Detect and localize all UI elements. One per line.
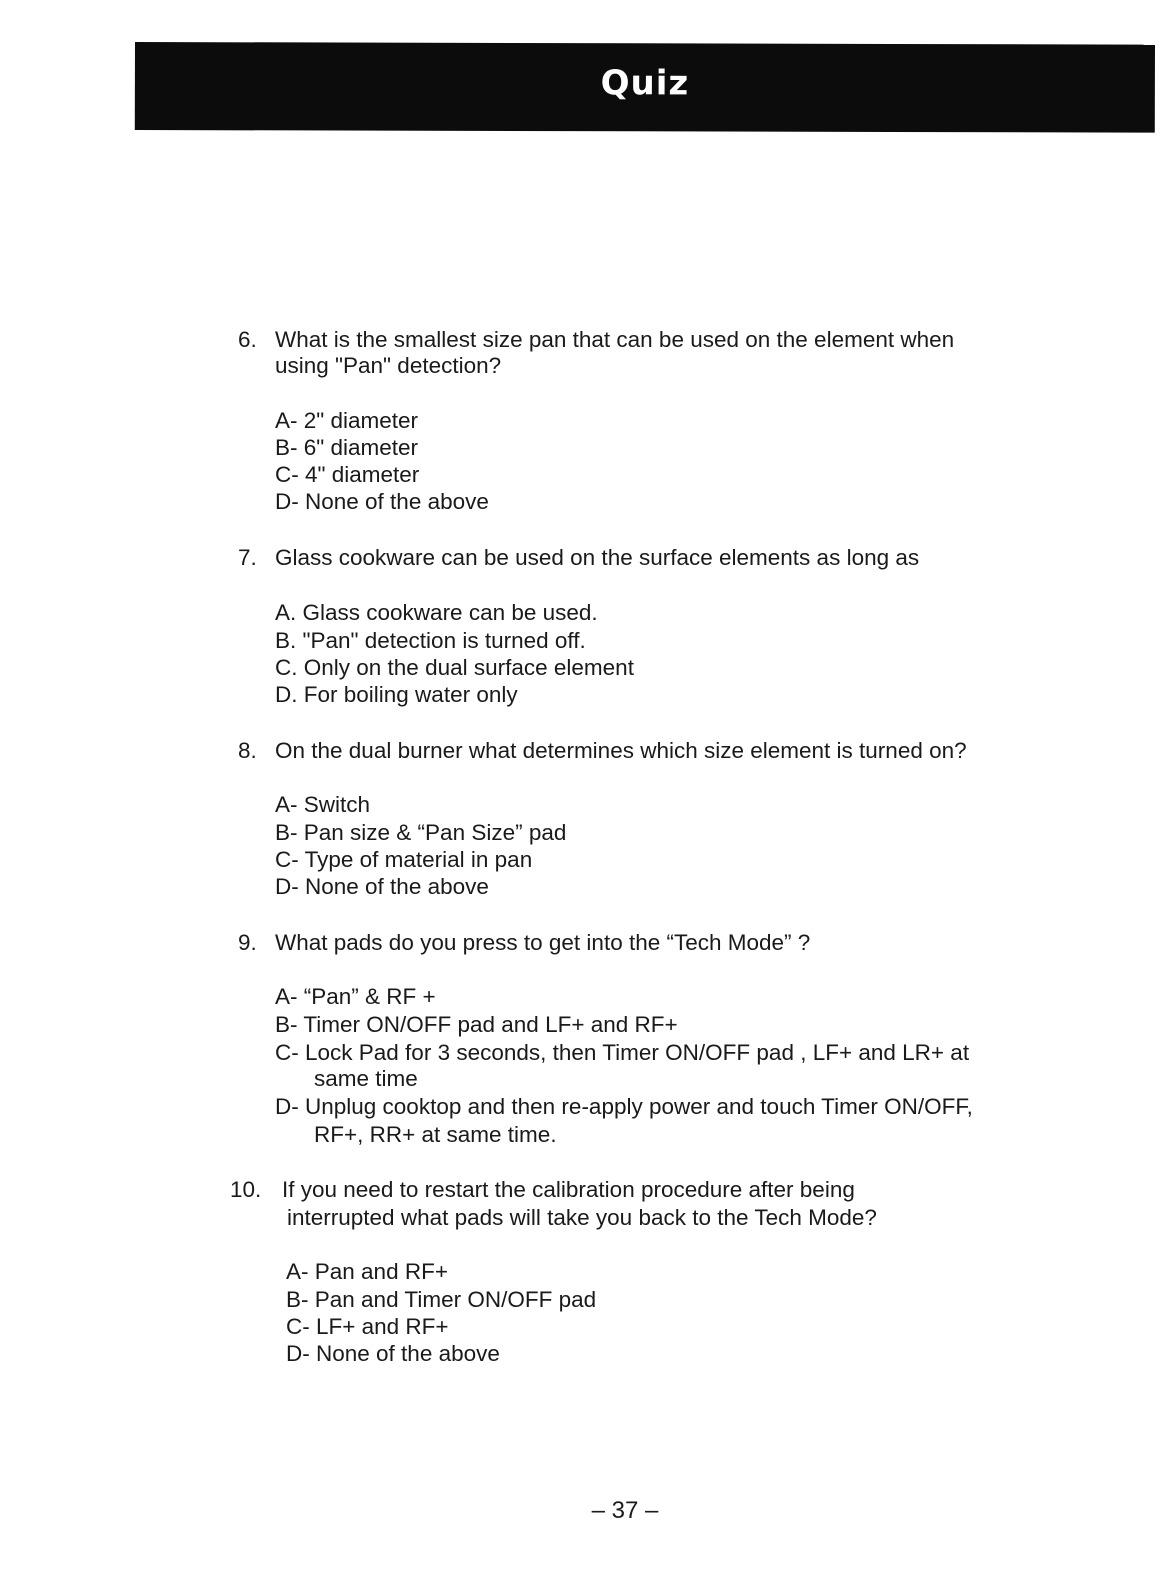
question-number: 8. [238, 738, 257, 763]
option-7d: D. For boiling water only [275, 682, 518, 707]
question-number: 7. [238, 545, 257, 570]
option-8c: C- Type of material in pan [275, 847, 533, 872]
option-9a: A- “Pan” & RF + [275, 984, 436, 1009]
question-text-line-1: On the dual burner what determines which size element is turned on? [275, 738, 967, 763]
option-7c: C. Only on the dual surface element [275, 655, 634, 680]
question-number: 6. [238, 327, 257, 352]
page-title: Quiz [600, 63, 690, 104]
option-9d: D- Unplug cooktop and then re-apply power and touch Timer ON/OFF, [275, 1094, 973, 1119]
question-text-line-1: What is the smallest size pan that can be used on the element when [275, 327, 955, 352]
option-10c: C- LF+ and RF+ [286, 1314, 449, 1339]
option-10b: B- Pan and Timer ON/OFF pad [286, 1287, 597, 1312]
question-number: 10. [230, 1177, 262, 1202]
option-8d: D- None of the above [275, 874, 489, 899]
option-6c: C- 4" diameter [275, 462, 420, 487]
header-bar [135, 42, 1155, 133]
option-6a: A- 2" diameter [275, 408, 419, 433]
option-8b: B- Pan size & “Pan Size” pad [275, 820, 567, 845]
option-9c-continued: same time [314, 1066, 418, 1091]
option-9d-continued: RF+, RR+ at same time. [314, 1122, 557, 1147]
option-6b: B- 6" diameter [275, 435, 419, 460]
option-9c: C- Lock Pad for 3 seconds, then Timer ON/OFF pad , LF+ and LR+ at [275, 1040, 970, 1065]
option-8a: A- Switch [275, 792, 371, 817]
question-text-line-1: If you need to restart the calibration procedure after being [282, 1177, 855, 1202]
option-6d: D- None of the above [275, 489, 489, 514]
option-10a: A- Pan and RF+ [286, 1259, 448, 1284]
question-number: 9. [238, 930, 257, 955]
question-text-line-2: interrupted what pads will take you back to the Tech Mode? [287, 1205, 877, 1230]
page-number: – 37 – [591, 1497, 659, 1524]
question-text-line-2: using "Pan" detection? [275, 353, 502, 378]
option-7b: B. "Pan" detection is turned off. [275, 628, 586, 653]
option-9b: B- Timer ON/OFF pad and LF+ and RF+ [275, 1012, 678, 1037]
question-text-line-1: What pads do you press to get into the “Tech Mode” ? [275, 930, 811, 955]
option-10d: D- None of the above [286, 1341, 500, 1366]
option-7a: A. Glass cookware can be used. [275, 600, 598, 625]
question-text-line-1: Glass cookware can be used on the surface elements as long as [275, 545, 920, 570]
